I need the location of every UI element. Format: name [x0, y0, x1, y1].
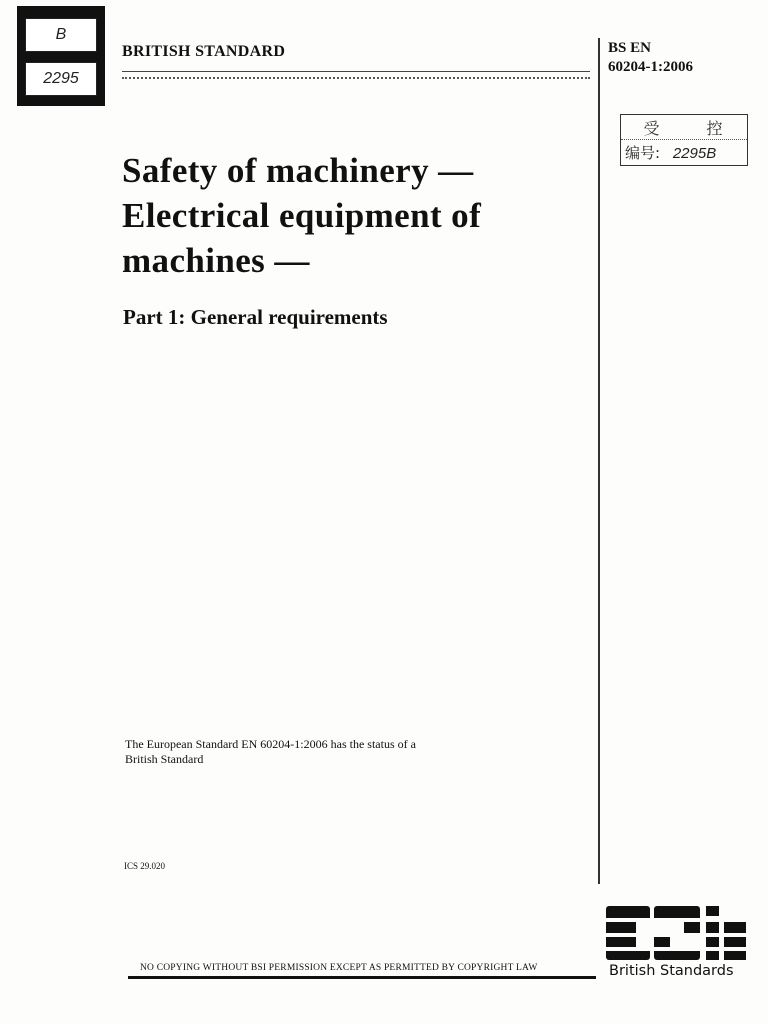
control-stamp-header [621, 115, 747, 140]
title-line-1: Safety of machinery — [122, 151, 474, 190]
footer-rule [128, 976, 596, 979]
status-line-2: British Standard [125, 752, 204, 766]
control-char-2: 控 [706, 118, 725, 138]
bsi-tagline: British Standards [609, 963, 734, 979]
control-number-label: 编号: [625, 144, 661, 162]
document-subtitle: Part 1: General requirements [123, 305, 388, 329]
title-line-2: Electrical equipment of [122, 196, 482, 235]
control-number-value: 2295B [672, 145, 717, 162]
archive-stamp [17, 6, 105, 106]
document-title [122, 148, 592, 283]
control-stamp [620, 114, 748, 166]
copyright-notice: NO COPYING WITHOUT BSI PERMISSION EXCEPT AS PERMITTED BY COPYRIGHT LAW [140, 963, 538, 973]
control-char-1: 受 [643, 118, 662, 138]
status-line-1: The European Standard EN 60204-1:2006 has the status of a [125, 737, 416, 751]
vertical-divider [598, 38, 600, 884]
standard-number-line1: BS EN [608, 40, 651, 56]
bsi-logo [606, 906, 746, 960]
brand-label: BRITISH STANDARD [122, 43, 286, 60]
control-stamp-number [625, 142, 716, 163]
standard-number-line2: 60204-1:2006 [608, 59, 693, 75]
stamp-top-label: B [25, 18, 97, 52]
header-rule [122, 71, 590, 79]
ics-code: ICS 29.020 [124, 861, 166, 871]
standard-number [608, 39, 693, 77]
status-note [125, 737, 505, 767]
title-line-3: machines — [122, 241, 310, 280]
stamp-bottom-label: 2295 [25, 62, 97, 96]
